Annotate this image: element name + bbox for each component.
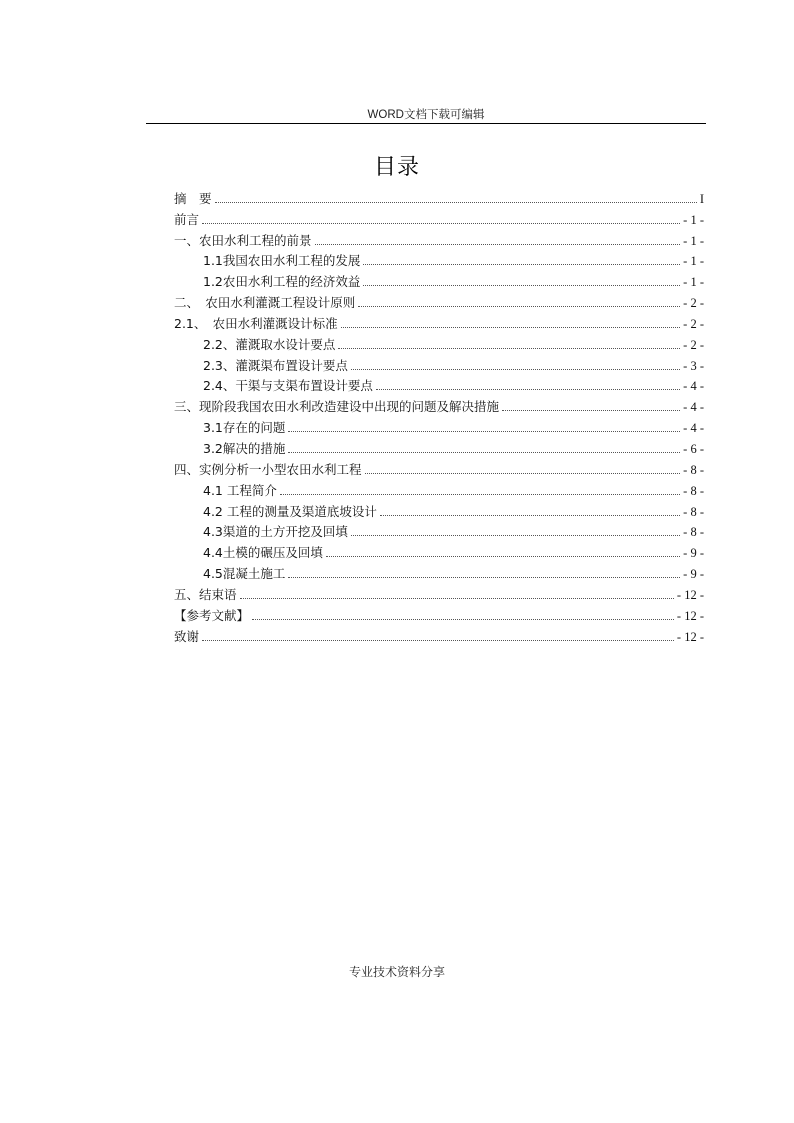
toc-entry-page-number: - 9 - (683, 546, 704, 561)
toc-entry-page-number: - 1 - (683, 275, 704, 290)
toc-entry[interactable] (174, 332, 704, 353)
toc-dot-leader (363, 285, 680, 286)
toc-dot-leader (502, 410, 680, 411)
page-header: WORD文档下载可编辑 (367, 109, 485, 121)
toc-entry-page-number: - 6 - (683, 441, 704, 456)
toc-entry-label: 致谢 (174, 628, 200, 644)
toc-entry[interactable] (174, 249, 704, 270)
toc-entry[interactable] (174, 540, 704, 561)
toc-entry-page-number: - 1 - (683, 254, 704, 269)
toc-title: 目录 (373, 155, 420, 180)
toc-entry[interactable] (174, 624, 704, 645)
toc-dot-leader (351, 535, 680, 536)
toc-entry[interactable] (174, 603, 704, 624)
toc-entry[interactable] (174, 415, 704, 436)
toc-dot-leader (202, 640, 674, 641)
toc-entry-page-number: - 2 - (683, 337, 704, 352)
table-of-contents (174, 186, 704, 645)
toc-entry-page-number: - 12 - (676, 608, 704, 623)
toc-entry[interactable] (174, 394, 704, 415)
toc-entry[interactable] (174, 582, 704, 603)
toc-entry-page-number: I (699, 191, 704, 206)
toc-entry-label: 4.3渠道的土方开挖及回填 (203, 524, 348, 540)
toc-entry[interactable] (174, 207, 704, 228)
toc-dot-leader (365, 473, 681, 474)
toc-dot-leader (326, 556, 680, 557)
toc-entry-page-number: - 9 - (683, 567, 704, 582)
toc-entry[interactable] (174, 374, 704, 395)
toc-entry-label: 前言 (174, 211, 200, 227)
toc-entry-label: 四、实例分析一小型农田水利工程 (174, 461, 362, 477)
toc-dot-leader (288, 431, 680, 432)
toc-entry-label: 4.1 工程简介 (203, 482, 277, 498)
toc-dot-leader (288, 452, 680, 453)
toc-dot-leader (376, 389, 680, 390)
toc-entry-page-number: - 1 - (683, 233, 704, 248)
toc-entry-label: 4.4土模的碾压及回填 (203, 545, 323, 561)
toc-entry[interactable] (174, 353, 704, 374)
toc-entry-label: 4.5混凝土施工 (203, 566, 286, 582)
toc-entry-label: 4.2 工程的测量及渠道底坡设计 (203, 503, 377, 519)
toc-dot-leader (280, 494, 680, 495)
toc-entry-page-number: - 1 - (683, 212, 704, 227)
toc-dot-leader (363, 264, 680, 265)
toc-entry-page-number: - 4 - (683, 421, 704, 436)
toc-entry[interactable] (174, 436, 704, 457)
toc-entry-label: 【参考文献】 (174, 607, 250, 623)
header-divider (146, 123, 706, 124)
toc-dot-leader (202, 223, 680, 224)
toc-entry-page-number: - 8 - (683, 504, 704, 519)
toc-entry-label: 3.2解决的措施 (203, 440, 286, 456)
toc-entry-label: 1.1我国农田水利工程的发展 (203, 253, 361, 269)
toc-entry-label: 2.2、灌溉取水设计要点 (203, 336, 336, 352)
toc-entry[interactable] (174, 520, 704, 541)
toc-dot-leader (252, 619, 674, 620)
toc-entry-page-number: - 3 - (683, 358, 704, 373)
toc-entry-label: 二、 农田水利灌溉工程设计原则 (174, 295, 356, 311)
toc-entry-label: 三、现阶段我国农田水利改造建设中出现的问题及解决措施 (174, 399, 500, 415)
toc-entry[interactable] (174, 186, 704, 207)
toc-entry-page-number: - 12 - (676, 587, 704, 602)
toc-entry-page-number: - 4 - (683, 400, 704, 415)
toc-entry[interactable] (174, 561, 704, 582)
toc-entry-label: 2.1、 农田水利灌溉设计标准 (174, 315, 338, 331)
toc-entry-page-number: - 2 - (683, 296, 704, 311)
toc-entry-label: 2.3、灌溉渠布置设计要点 (203, 357, 348, 373)
toc-entry[interactable] (174, 478, 704, 499)
toc-dot-leader (351, 369, 680, 370)
toc-entry-label: 1.2农田水利工程的经济效益 (203, 274, 361, 290)
toc-entry[interactable] (174, 499, 704, 520)
toc-dot-leader (288, 577, 680, 578)
toc-entry-page-number: - 8 - (683, 462, 704, 477)
toc-entry[interactable] (174, 457, 704, 478)
toc-entry-page-number: - 2 - (683, 316, 704, 331)
toc-entry-label: 一、农田水利工程的前景 (174, 232, 312, 248)
toc-entry[interactable] (174, 228, 704, 249)
toc-entry-label: 2.4、干渠与支渠布置设计要点 (203, 378, 373, 394)
toc-entry[interactable] (174, 290, 704, 311)
toc-dot-leader (215, 202, 697, 203)
toc-entry-page-number: - 8 - (683, 525, 704, 540)
toc-entry-page-number: - 4 - (683, 379, 704, 394)
toc-entry-label: 摘 要 (174, 190, 212, 206)
page-footer: 专业技术资料分享 (348, 965, 445, 979)
toc-dot-leader (341, 327, 681, 328)
toc-entry-label: 3.1存在的问题 (203, 420, 286, 436)
toc-dot-leader (240, 598, 674, 599)
toc-entry[interactable] (174, 269, 704, 290)
toc-entry-page-number: - 8 - (683, 483, 704, 498)
toc-entry-label: 五、结束语 (174, 586, 237, 602)
toc-entry[interactable] (174, 311, 704, 332)
toc-dot-leader (338, 348, 680, 349)
toc-entry-page-number: - 12 - (676, 629, 704, 644)
toc-dot-leader (315, 244, 681, 245)
toc-dot-leader (358, 306, 680, 307)
toc-dot-leader (380, 515, 680, 516)
